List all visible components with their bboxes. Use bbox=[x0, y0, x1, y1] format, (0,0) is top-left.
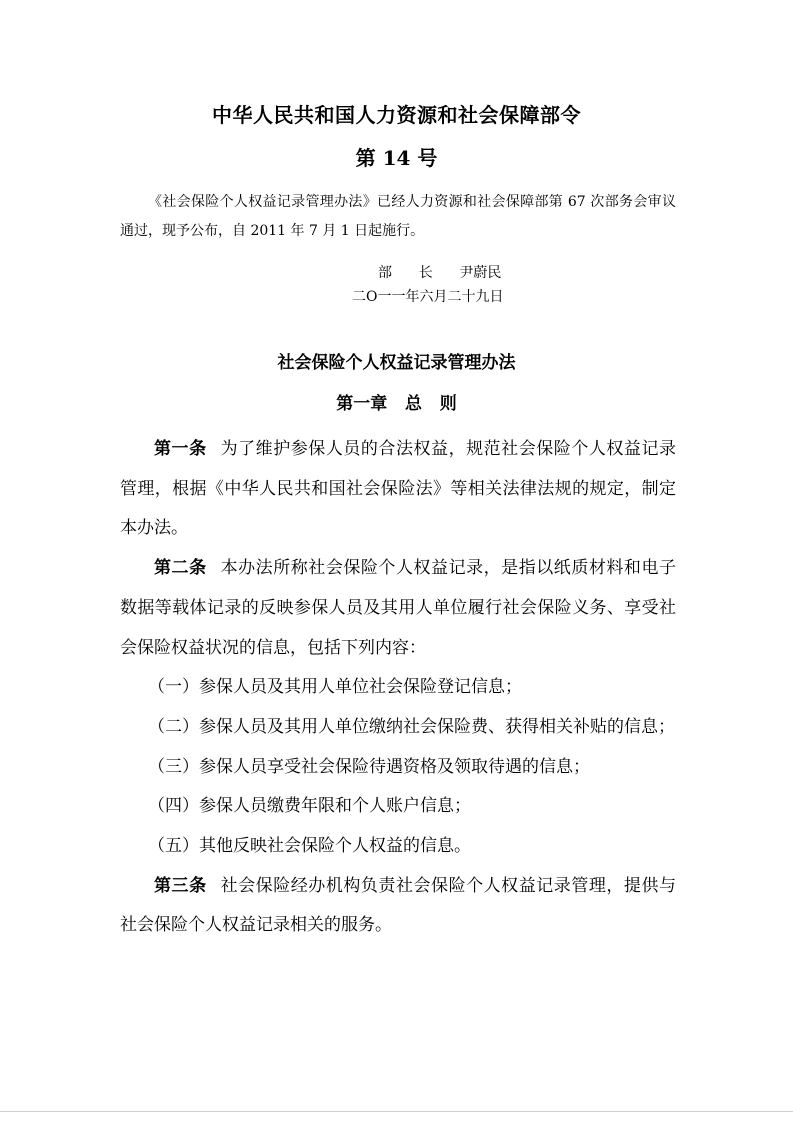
decree-preamble: 《社会保险个人权益记录管理办法》已经人力资源和社会保障部第 67 次部务会审议通过，现予公布，自 2011 年 7 月 1 日起施行。 bbox=[120, 194, 676, 239]
list-item: （四）参保人员缴费年限和个人账户信息； bbox=[148, 796, 471, 817]
list-item: （二）参保人员及其用人单位缴纳社会保险费、获得相关补贴的信息； bbox=[148, 716, 675, 737]
signature-date: 二O一一年六月二十九日 bbox=[352, 289, 504, 305]
chapter-heading: 第一章 总 则 bbox=[336, 394, 457, 414]
decree-number: 第 14 号 bbox=[355, 146, 438, 170]
article-3-text: 社会保险经办机构负责社会保险个人权益记录管理，提供与社会保险个人权益记录相关的服务。 bbox=[120, 875, 677, 936]
decree-title: 中华人民共和国人力资源和社会保障部令 bbox=[212, 103, 581, 127]
law-title: 社会保险个人权益记录管理办法 bbox=[277, 353, 516, 373]
page-bottom-divider bbox=[0, 1111, 793, 1112]
article-2 bbox=[120, 549, 676, 668]
signer-line: 部 长 尹蔚民 bbox=[378, 265, 502, 281]
list-item: （一）参保人员及其用人单位社会保险登记信息； bbox=[148, 677, 522, 698]
list-item: （三）参保人员享受社会保险待遇资格及领取待遇的信息； bbox=[148, 756, 590, 777]
list-item: （五）其他反映社会保险个人权益的信息。 bbox=[148, 836, 471, 857]
article-1-text: 为了维护参保人员的合法权益，规范社会保险个人权益记录管理，根据《中华人民共和国社会保险法》等相关法律法规的规定，制定本办法。 bbox=[120, 439, 677, 539]
law-body bbox=[120, 430, 676, 946]
article-1-label: 第一条 bbox=[154, 439, 207, 459]
article-3 bbox=[120, 867, 676, 946]
article-1 bbox=[120, 430, 676, 549]
article-2-label: 第二条 bbox=[154, 558, 207, 579]
article-2-text: 本办法所称社会保险个人权益记录，是指以纸质材料和电子数据等载体记录的反映参保人员及其用人单位履行社会保险义务、享受社会保险权益状况的信息，包括下列内容： bbox=[120, 558, 677, 658]
article-3-label: 第三条 bbox=[154, 875, 207, 896]
